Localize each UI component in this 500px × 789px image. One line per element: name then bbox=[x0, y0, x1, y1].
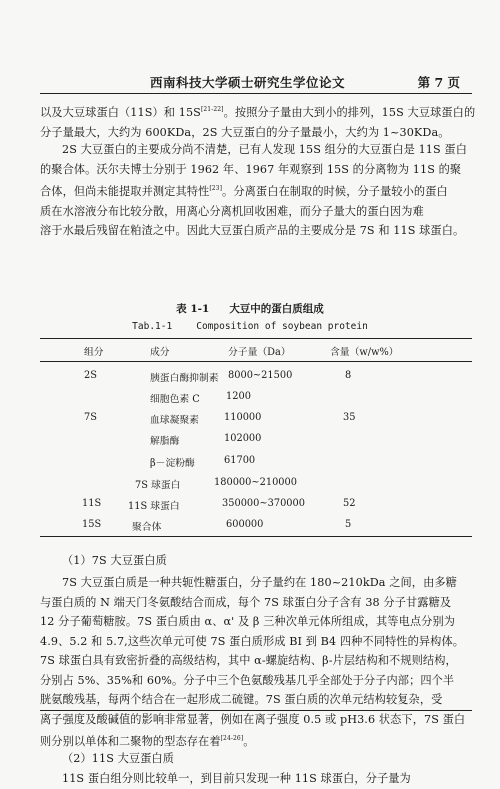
citation: [24-26] bbox=[220, 735, 244, 742]
text-line: 则分别以单体和二聚物的型态存在着[24-26]。 bbox=[40, 735, 255, 748]
table-cell: 11S 球蛋白 bbox=[128, 501, 180, 512]
header-title: 西南科技大学硕士研究生学位论文 bbox=[150, 75, 346, 90]
table-header-cell: 分子量（Da） bbox=[228, 347, 291, 358]
text-line: 分子量最大，大约为 600KDa，2S 大豆蛋白的分子量最小，大约为 1~30KDa。 bbox=[40, 125, 450, 139]
table-cell: 5 bbox=[345, 519, 352, 530]
table-header-cell: 成分 bbox=[150, 347, 170, 358]
citation: [23] bbox=[209, 185, 223, 192]
table-cell: 8000~21500 bbox=[228, 370, 293, 381]
table-cell: 52 bbox=[343, 498, 356, 509]
text-line: 的聚合体。沃尔夫博士分别于 1962 年、1967 年观察到 15S 的分离物为 11S 的聚 bbox=[40, 162, 462, 176]
table-cell: 7S 球蛋白 bbox=[135, 480, 181, 491]
table-cell: 解脂酶 bbox=[150, 436, 180, 447]
table-cell: 血球凝聚素 bbox=[150, 415, 199, 426]
table-cell: 聚合体 bbox=[132, 522, 162, 533]
text-line: 4.9、5.2 和 5.7,这些次单元可使 7S 蛋白质形成 BI 到 B4 四种不同特性的异构体。 bbox=[40, 634, 465, 648]
section-heading-11s: （2）11S 大豆蛋白质 bbox=[62, 752, 175, 765]
table-cell: 7S bbox=[84, 412, 97, 423]
table-cell: 15S bbox=[82, 519, 102, 530]
table-caption-cn: 表 1-1 大豆中的蛋白质组成 bbox=[176, 303, 324, 315]
text-line: 2S 大豆蛋白的主要成分尚不清楚，已有人发现 15S 组分的大豆蛋白是 11S 蛋白 bbox=[62, 143, 468, 156]
table-cell: 35 bbox=[343, 412, 356, 423]
table-header-rule bbox=[40, 361, 472, 362]
header-page-number: 第 7 页 bbox=[417, 75, 460, 90]
paragraph-11s bbox=[40, 769, 470, 789]
table-top-rule bbox=[40, 338, 472, 339]
table-caption-en: Tab.1-1 Composition of soybean protein bbox=[132, 321, 368, 332]
table-cell: 11S bbox=[82, 498, 102, 509]
table-cell: 1200 bbox=[226, 391, 251, 402]
text-line: 胱氨酸残基，每两个结合在一起形成二硫键。7S 蛋白质的次单元结构较复杂，受 bbox=[40, 693, 443, 706]
text-line: 离子强度及酸碱值的影响非常显著，例如在离子强度 0.5 或 pH3.6 状态下，7S 蛋白 bbox=[40, 712, 466, 726]
footer-rule bbox=[40, 710, 472, 711]
table-cell: 180000~210000 bbox=[214, 477, 298, 488]
table-header-cell: 组分 bbox=[84, 347, 104, 358]
text-line: 11S 蛋白组分则比较单一，到目前只发现一种 11S 球蛋白，分子量为 bbox=[62, 772, 411, 785]
text-line: 12 分子葡萄糖胺。7S 蛋白质由 α、α' 及 β 三种次单元体所组成，其等电点分别为 bbox=[40, 615, 456, 628]
paragraph-components bbox=[40, 140, 470, 241]
table-cell: β－淀粉酶 bbox=[150, 458, 195, 469]
text-line: 与蛋白质的 N 端天门冬氨酸结合而成，每个 7S 球蛋白分子含有 38 分子甘露糖及 bbox=[40, 595, 452, 609]
table-cell: 细胞色素 C bbox=[150, 394, 200, 405]
table-cell: 胰蛋白酶抑制素 bbox=[150, 373, 219, 384]
table-cell: 102000 bbox=[224, 433, 262, 444]
section-heading-7s: （1）7S 大豆蛋白质 bbox=[62, 554, 167, 567]
text-line: 以及大豆球蛋白（11S）和 15S[21-22]。按照分子量由大到小的排列，15S 大豆球蛋白的 bbox=[40, 106, 476, 119]
text-line: 分别占 5%、35%和 60%。分子中三个色氨酸残基几乎全部处于分子内部；四个半 bbox=[40, 673, 455, 687]
citation: [21-22] bbox=[200, 106, 224, 113]
table-cell: 600000 bbox=[226, 519, 264, 530]
text-line: 合体，但尚未能提取并测定其特性[23]。分离蛋白在制取的时候，分子量较小的蛋白 bbox=[40, 185, 448, 198]
text-line: 质在水溶液分布比较分散，用离心分离机回收困难，而分子量大的蛋白因为难 bbox=[40, 204, 424, 218]
table-cell: 110000 bbox=[224, 412, 262, 423]
table-cell: 350000~370000 bbox=[222, 498, 306, 509]
table-cell: 8 bbox=[345, 370, 352, 381]
text-line: 溶于水最后残留在粕渣之中。因此大豆蛋白质产品的主要成分是 7S 和 11S 球蛋白。 bbox=[40, 224, 465, 237]
header-rule bbox=[40, 93, 472, 94]
running-header bbox=[40, 73, 472, 91]
paragraph-intro bbox=[40, 100, 476, 142]
table-cell: 61700 bbox=[224, 455, 256, 466]
table-header-cell: 含量（w/w%） bbox=[330, 347, 399, 358]
text-line: 7S 大豆蛋白质是一种共轭性糖蛋白，分子量约在 180~210kDa 之间，由多糖 bbox=[62, 576, 457, 589]
paragraph-7s bbox=[40, 573, 470, 752]
table-cell: 2S bbox=[84, 370, 97, 381]
text-line: 7S 球蛋白具有致密折叠的高级结构，其中 α-螺旋结构、β-片层结构和不规则结构， bbox=[40, 654, 457, 667]
table-bottom-rule bbox=[40, 536, 472, 537]
